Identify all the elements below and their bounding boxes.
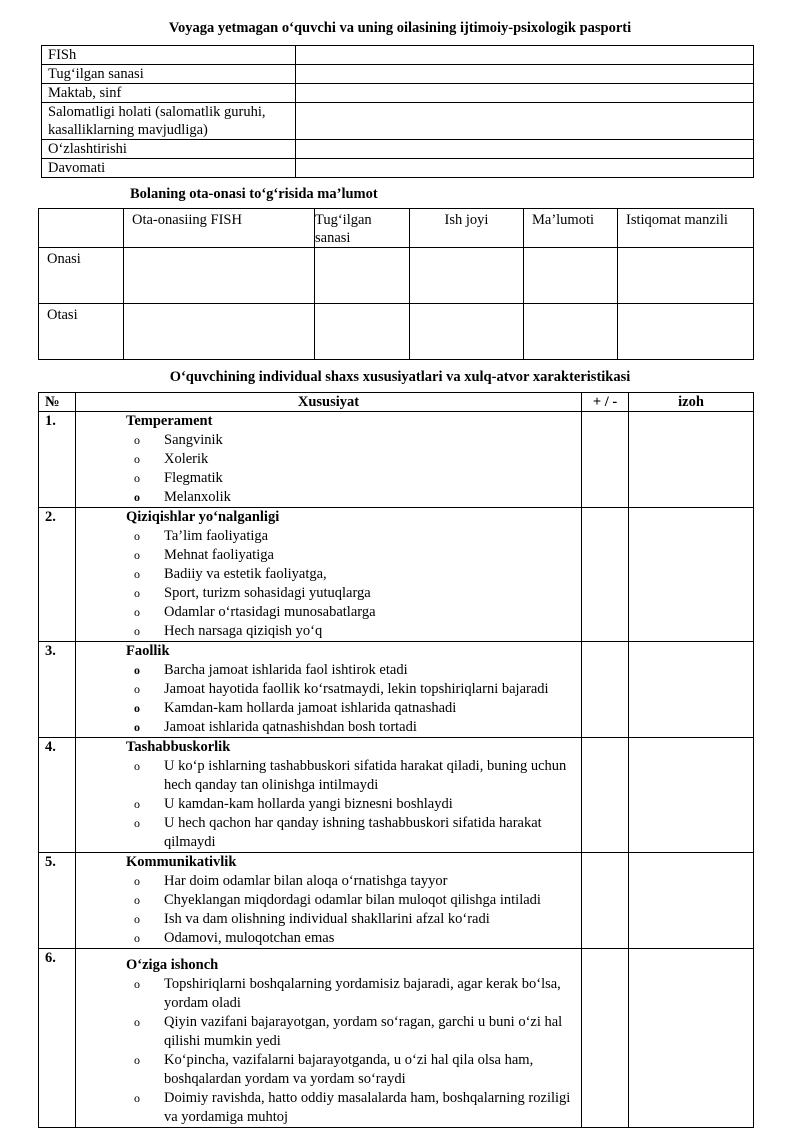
- circle-bullet-icon: o: [134, 548, 140, 562]
- spacer: [76, 949, 581, 956]
- mark-cell[interactable]: [582, 642, 629, 738]
- row-label: Otasi: [39, 304, 124, 360]
- option-item: [76, 622, 581, 641]
- table-row: [42, 103, 754, 140]
- header-cell: Ota-onasiing FISH: [124, 209, 315, 248]
- option-item: [76, 975, 581, 1013]
- section-number: 4.: [39, 738, 76, 853]
- circle-bullet-icon: o: [134, 1091, 140, 1105]
- parents-section-title: Bolaning ota-onasi to‘g‘risida ma’lumot: [130, 186, 378, 202]
- option-item: [76, 1013, 581, 1051]
- circle-bullet-icon: o: [134, 931, 140, 945]
- section-title: Kommunikativlik: [126, 854, 237, 870]
- option-item: [76, 699, 581, 718]
- option-text: Odamlar o‘rtasidagi munosabatlarga: [164, 604, 376, 620]
- table-row: [42, 140, 754, 159]
- section-number: 5.: [39, 853, 76, 949]
- trait-section-row: [39, 412, 754, 508]
- section-content: [76, 642, 582, 738]
- table-row: [39, 304, 754, 360]
- table-header-row: [39, 393, 754, 412]
- table-cell[interactable]: [124, 304, 315, 360]
- option-item: [76, 431, 581, 450]
- header-num: №: [39, 393, 76, 412]
- option-text: Doimiy ravishda, hatto oddiy masalalarda ham, boshqalarning roziligi va yordamiga muhtoj: [164, 1090, 571, 1125]
- note-cell[interactable]: [629, 642, 754, 738]
- note-cell[interactable]: [629, 949, 754, 1128]
- option-text: Sangvinik: [164, 432, 223, 448]
- option-item: [76, 680, 581, 699]
- circle-bullet-icon: o: [134, 701, 140, 715]
- option-text: Flegmatik: [164, 470, 223, 486]
- option-item: [76, 584, 581, 603]
- section-number: 3.: [39, 642, 76, 738]
- circle-bullet-icon: o: [134, 816, 140, 830]
- note-cell[interactable]: [629, 738, 754, 853]
- circle-bullet-icon: o: [134, 1015, 140, 1029]
- section-title: Temperament: [126, 413, 213, 429]
- table-row: [42, 159, 754, 178]
- trait-section-row: [39, 642, 754, 738]
- option-text: Melanxolik: [164, 489, 231, 505]
- option-text: Sport, turizm sohasidagi yutuqlarga: [164, 585, 371, 601]
- circle-bullet-icon: o: [134, 797, 140, 811]
- row-value[interactable]: [296, 140, 754, 159]
- row-label: Maktab, sinf: [42, 84, 296, 103]
- table-cell[interactable]: [618, 304, 754, 360]
- option-text: Topshiriqlarni boshqalarning yordamisiz bajaradi, agar kerak bo‘lsa, yordam oladi: [164, 976, 561, 1011]
- option-text: U ko‘p ishlarning tashabbuskori sifatida harakat qiladi, buning uchun hech qanday tan olinishga intilmaydi: [164, 758, 567, 793]
- option-text: Mehnat faoliyatiga: [164, 547, 274, 563]
- row-label: FISh: [42, 46, 296, 65]
- table-cell[interactable]: [124, 248, 315, 304]
- option-item: [76, 757, 581, 795]
- mark-cell[interactable]: [582, 508, 629, 642]
- circle-bullet-icon: o: [134, 720, 140, 734]
- trait-section-row: [39, 738, 754, 853]
- table-row: [42, 46, 754, 65]
- option-text: U kamdan-kam hollarda yangi biznesni boshlaydi: [164, 796, 453, 812]
- option-text: Ish va dam olishning individual shakllarini afzal ko‘radi: [164, 911, 490, 927]
- section-number: 2.: [39, 508, 76, 642]
- circle-bullet-icon: o: [134, 624, 140, 638]
- row-value[interactable]: [296, 46, 754, 65]
- circle-bullet-icon: o: [134, 529, 140, 543]
- section-title: Qiziqishlar yo‘nalganligi: [126, 509, 280, 525]
- row-value[interactable]: [296, 103, 754, 140]
- section-title: Faollik: [126, 643, 170, 659]
- table-row: [42, 65, 754, 84]
- option-item: [76, 603, 581, 622]
- table-header-row: [39, 209, 754, 248]
- circle-bullet-icon: o: [134, 874, 140, 888]
- row-label: Davomati: [42, 159, 296, 178]
- option-text: U hech qachon har qanday ishning tashabbuskori sifatida harakat qilmaydi: [164, 815, 542, 850]
- circle-bullet-icon: o: [134, 1053, 140, 1067]
- circle-bullet-icon: o: [134, 586, 140, 600]
- section-content: [76, 412, 582, 508]
- mark-cell[interactable]: [582, 949, 629, 1128]
- note-cell[interactable]: [629, 508, 754, 642]
- row-label: Salomatligi holati (salomatlik guruhi, kasalliklarning mavjudliga): [42, 103, 296, 140]
- note-cell[interactable]: [629, 853, 754, 949]
- row-label: Onasi: [39, 248, 124, 304]
- option-item: [76, 872, 581, 891]
- student-info-table: [41, 45, 754, 178]
- option-text: Xolerik: [164, 451, 209, 467]
- document-title: Voyaga yetmagan o‘quvchi va uning oilasining ijtimoiy-psixologik pasporti: [168, 20, 632, 36]
- section-content: [76, 508, 582, 642]
- traits-section-title: O‘quvchining individual shaxs xususiyatlari va xulq-atvor xarakteristikasi: [169, 369, 631, 385]
- option-text: Chyeklangan miqdordagi odamlar bilan muloqot qilishga intiladi: [164, 892, 541, 908]
- table-cell[interactable]: [315, 304, 410, 360]
- table-row: [39, 248, 754, 304]
- traits-table: [38, 392, 754, 1128]
- trait-section-row: [39, 508, 754, 642]
- trait-section-row: [39, 949, 754, 1128]
- circle-bullet-icon: o: [134, 893, 140, 907]
- header-cell: Ma’lumoti: [524, 209, 618, 248]
- option-item: [76, 488, 581, 507]
- table-cell[interactable]: [524, 304, 618, 360]
- option-item: [76, 1051, 581, 1089]
- circle-bullet-icon: o: [134, 490, 140, 504]
- option-item: [76, 891, 581, 910]
- note-cell[interactable]: [629, 412, 754, 508]
- circle-bullet-icon: o: [134, 977, 140, 991]
- table-cell[interactable]: [618, 248, 754, 304]
- section-content: [76, 949, 582, 1128]
- section-title: O‘ziga ishonch: [126, 957, 219, 973]
- option-item: [76, 546, 581, 565]
- section-title: Tashabbuskorlik: [126, 739, 231, 755]
- row-label: O‘zlashtirishi: [42, 140, 296, 159]
- option-item: [76, 450, 581, 469]
- mark-cell[interactable]: [582, 853, 629, 949]
- option-text: Jamoat ishlarida qatnashishdan bosh tortadi: [164, 719, 417, 735]
- option-text: Jamoat hayotida faollik ko‘rsatmaydi, lekin topshiriqlarni bajaradi: [164, 681, 549, 697]
- section-number: 6.: [39, 949, 76, 1128]
- mark-cell[interactable]: [582, 412, 629, 508]
- option-item: [76, 661, 581, 680]
- circle-bullet-icon: o: [134, 452, 140, 466]
- option-text: Ko‘pincha, vazifalarni bajarayotganda, u o‘zi hal qila olsa ham, boshqalardan yordam va yordam so‘raydi: [164, 1052, 534, 1087]
- row-value[interactable]: [296, 159, 754, 178]
- option-item: [76, 814, 581, 852]
- circle-bullet-icon: o: [134, 663, 140, 677]
- section-content: [76, 853, 582, 949]
- mark-cell[interactable]: [582, 738, 629, 853]
- circle-bullet-icon: o: [134, 912, 140, 926]
- option-text: Hech narsaga qiziqish yo‘q: [164, 623, 323, 639]
- header-note: izoh: [629, 393, 754, 412]
- option-text: Har doim odamlar bilan aloqa o‘rnatishga tayyor: [164, 873, 448, 889]
- option-item: [76, 795, 581, 814]
- table-cell[interactable]: [315, 248, 410, 304]
- option-text: Badiiy va estetik faoliyatga,: [164, 566, 327, 582]
- circle-bullet-icon: o: [134, 682, 140, 696]
- header-cell: Ish joyi: [410, 209, 524, 248]
- option-text: Ta’lim faoliyatiga: [164, 528, 269, 544]
- option-item: [76, 1089, 581, 1127]
- option-text: Odamovi, muloqotchan emas: [164, 930, 335, 946]
- header-cell: Tug‘ilgan sanasi: [315, 209, 410, 248]
- header-cell: Istiqomat manzili: [618, 209, 754, 248]
- row-value[interactable]: [296, 84, 754, 103]
- circle-bullet-icon: o: [134, 433, 140, 447]
- trait-section-row: [39, 853, 754, 949]
- section-content: [76, 738, 582, 853]
- option-item: [76, 469, 581, 488]
- option-item: [76, 910, 581, 929]
- option-text: Qiyin vazifani bajarayotgan, yordam so‘ragan, garchi u buni o‘zi hal qilishi mumkin yedi: [164, 1014, 563, 1049]
- option-item: [76, 718, 581, 737]
- row-value[interactable]: [296, 65, 754, 84]
- header-trait: Xususiyat: [76, 393, 582, 412]
- option-item: [76, 929, 581, 948]
- table-cell[interactable]: [524, 248, 618, 304]
- header-mark: + / -: [582, 393, 629, 412]
- circle-bullet-icon: o: [134, 605, 140, 619]
- table-cell[interactable]: [410, 304, 524, 360]
- option-item: [76, 527, 581, 546]
- table-row: [42, 84, 754, 103]
- header-cell: [39, 209, 124, 248]
- circle-bullet-icon: o: [134, 471, 140, 485]
- circle-bullet-icon: o: [134, 567, 140, 581]
- table-cell[interactable]: [410, 248, 524, 304]
- option-item: [76, 565, 581, 584]
- section-number: 1.: [39, 412, 76, 508]
- option-text: Barcha jamoat ishlarida faol ishtirok etadi: [164, 662, 408, 678]
- circle-bullet-icon: o: [134, 759, 140, 773]
- option-text: Kamdan-kam hollarda jamoat ishlarida qatnashadi: [164, 700, 457, 716]
- parents-table: [38, 208, 754, 360]
- row-label: Tug‘ilgan sanasi: [42, 65, 296, 84]
